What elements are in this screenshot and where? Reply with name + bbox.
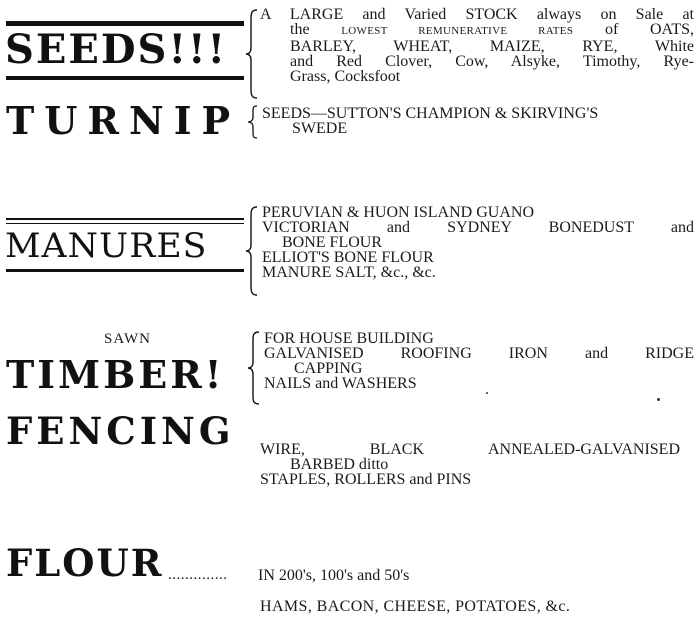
seeds-line-2c: of OATS,: [604, 21, 695, 38]
timber-text: [264, 331, 694, 391]
seeds-text: [260, 7, 694, 84]
flour-leader: ..............: [168, 567, 228, 583]
timber-line-1: FOR HOUSE BUILDING: [264, 330, 434, 347]
manures-line-3: BONE FLOUR: [282, 234, 383, 251]
timber-heading: TIMBER!: [6, 352, 225, 397]
seeds-bottom-rule: [6, 76, 244, 80]
timber-line-2: GALVANISED ROOFING IRON and RIDGE: [264, 345, 694, 362]
manures-line-4: ELLIOT'S BONE FLOUR: [262, 249, 434, 266]
manures-brace: [245, 205, 259, 297]
manures-bottom-rule: [6, 269, 244, 272]
manures-text: [262, 205, 694, 280]
seeds-line-5: Grass, Cocksfoot: [290, 68, 401, 85]
seeds-brace: [245, 8, 259, 100]
fencing-line-1: WIRE, BLACK ANNEALED-GALVANISED: [260, 441, 680, 458]
manures-line-1: PERUVIAN & HUON ISLAND GUANO: [262, 204, 534, 221]
flour-line-1: IN 200's, 100's and 50's: [258, 567, 410, 584]
seeds-heading: SEEDS!!!: [5, 26, 228, 73]
fencing-line-2: BARBED ditto: [290, 456, 389, 473]
seeds-line-2a: the: [290, 21, 310, 38]
fencing-text: [260, 442, 680, 487]
timber-line-3: CAPPING: [294, 360, 363, 377]
fencing-line-3: STAPLES, ROLLERS and PINS: [260, 471, 472, 488]
turnip-line-1: SEEDS—SUTTON'S CHAMPION & SKIRVING'S: [262, 105, 599, 122]
turnip-brace: [247, 104, 259, 140]
timber-brace: [247, 330, 261, 406]
timber-line-4: NAILS and WASHERS: [264, 375, 417, 392]
manures-top-rule-2: [6, 223, 244, 224]
manures-line-2: VICTORIAN and SYDNEY BONEDUST and: [262, 219, 694, 236]
seeds-line-1: A LARGE and Varied STOCK always on Sale at: [260, 6, 694, 23]
speck-2: [657, 398, 660, 401]
seeds-rates: LOWEST REMUNERATIVE RATES: [341, 25, 574, 37]
seeds-line-3: BARLEY, WHEAT, MAIZE, RYE, White: [290, 38, 694, 55]
manures-heading: MANURES: [5, 226, 208, 266]
turnip-heading: TURNIP: [6, 98, 241, 143]
flour-heading: FLOUR: [6, 541, 164, 585]
speck-1: [486, 392, 488, 394]
manures-top-rule: [6, 218, 244, 220]
manures-line-5: MANURE SALT, &c., &c.: [262, 264, 436, 281]
fencing-heading: FENCING: [6, 409, 235, 453]
seeds-line-4: and Red Clover, Cow, Alsyke, Timothy, Rye-: [290, 53, 694, 70]
turnip-line-2: SWEDE: [292, 120, 348, 137]
timber-subheading: SAWN: [104, 331, 151, 347]
flour-line-2: HAMS, BACON, CHEESE, POTATOES, &c.: [260, 598, 571, 615]
seeds-line-2: [260, 22, 694, 39]
turnip-text: [262, 106, 694, 136]
